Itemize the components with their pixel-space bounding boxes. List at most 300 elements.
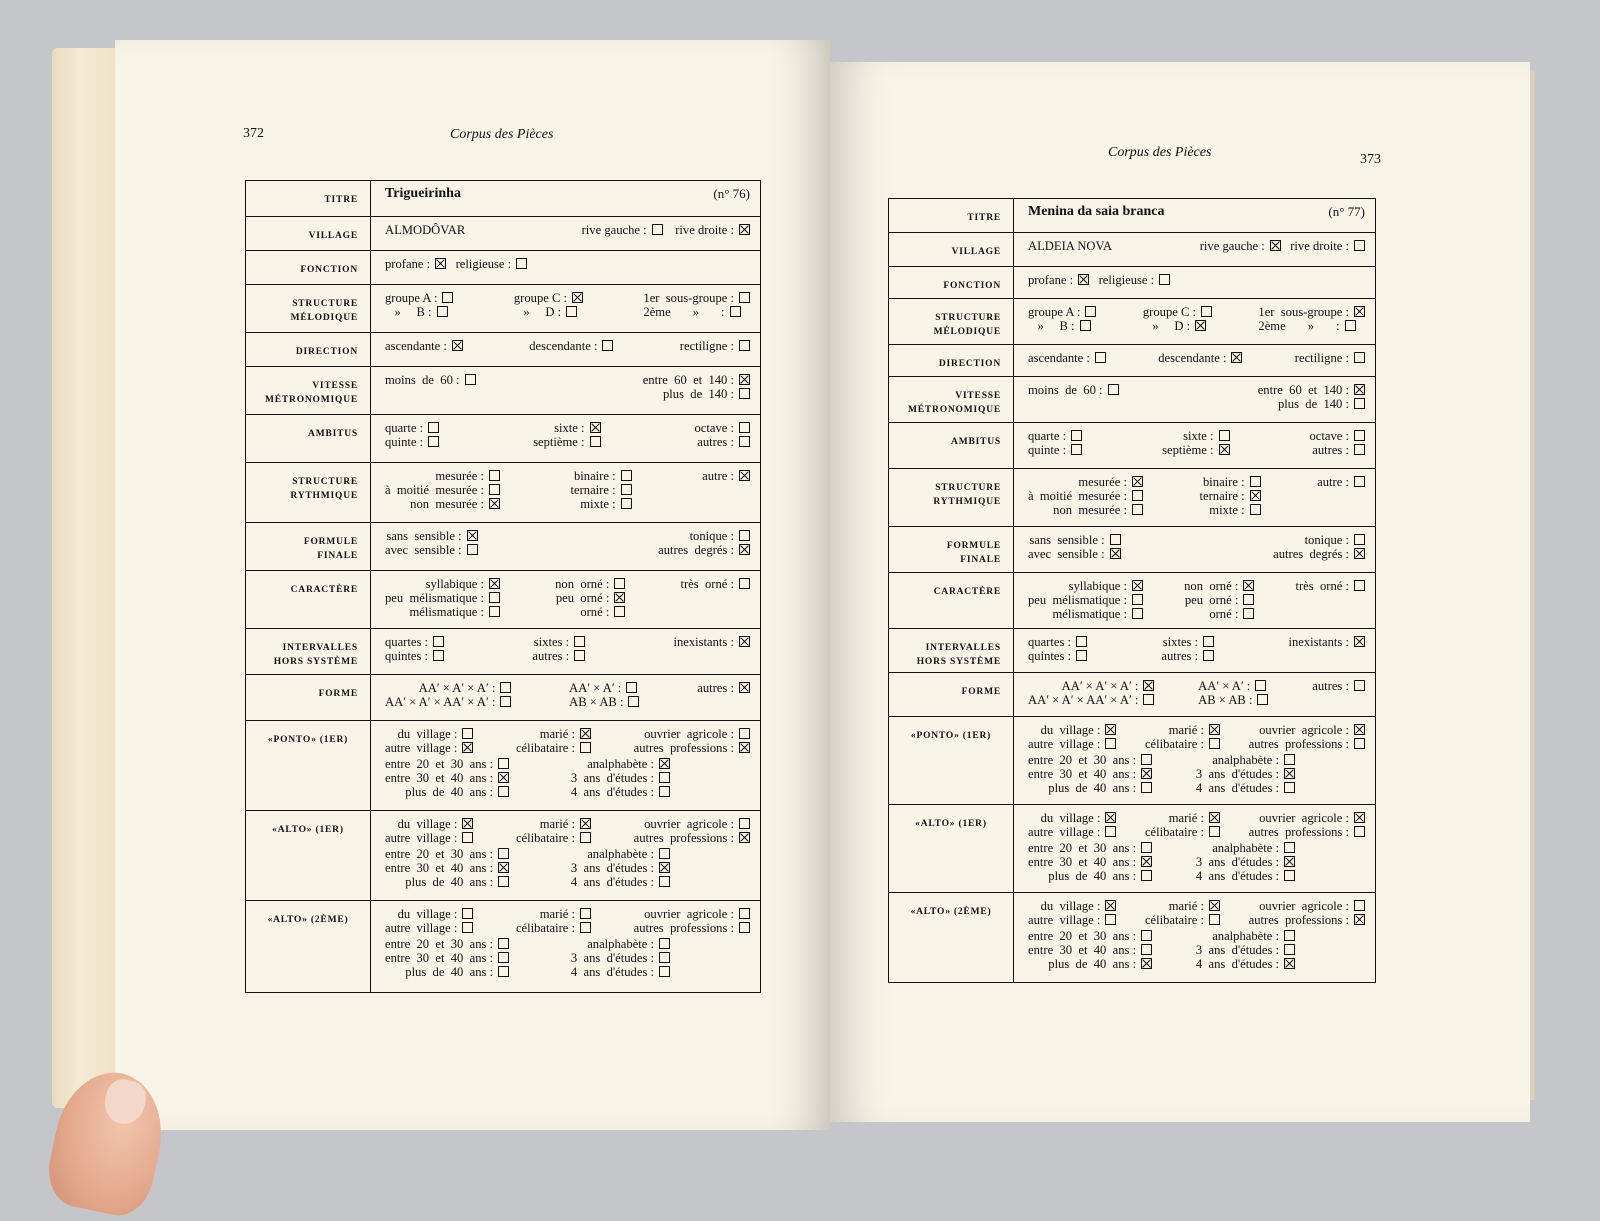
label-direction: DIRECTION [889,345,1014,377]
checkbox [1243,594,1254,605]
field-text: autres : [532,649,570,663]
checkbox [566,306,577,317]
checkbox [498,938,509,949]
checkbox [739,340,750,351]
checkbox-checked [1284,768,1295,779]
field-text: entre 30 et 40 ans : [385,861,494,875]
field-text: quinte : [1028,443,1067,457]
label-forme: FORME [246,675,371,721]
checkbox-checked [659,758,670,769]
label-village: VILLAGE [889,233,1014,267]
field-text: autres degrés : [1273,547,1349,561]
checkbox [437,306,448,317]
checkbox [659,966,670,977]
checkbox [1354,680,1365,691]
checkbox [590,436,601,447]
field-text: quinte : [385,435,424,449]
field-text: entre 20 et 30 ans : [1028,841,1137,855]
field-text: ouvrier agricole : [644,907,734,921]
field-text: binaire : [1203,475,1245,489]
field-text: mesurée : [1078,475,1127,489]
field-text: marié : [1168,723,1205,737]
field-text: 4 ans d'études : [570,875,654,889]
field-text: rive gauche : [1199,239,1265,253]
checkbox [574,650,585,661]
checkbox [442,292,453,303]
checkbox [500,696,511,707]
field-text: septième : [1162,443,1214,457]
right-page [830,62,1530,1122]
field-text: autre : [1317,475,1349,489]
checkbox-checked [659,862,670,873]
left-page [115,40,830,1130]
field-text: ternaire : [570,483,616,497]
field-text: analphabète : [587,757,654,771]
checkbox-checked [1354,812,1365,823]
page-number: 372 [243,126,264,141]
checkbox [621,498,632,509]
field-text: mixte : [1209,503,1245,517]
field-text: avec sensible : [385,543,462,557]
field-text: rive droite : [675,223,734,237]
field-text: sixtes : [1162,635,1199,649]
field-text: 2ème » : [643,305,725,319]
field-text: quintes : [1028,649,1072,663]
field-text: autres professions : [1248,913,1349,927]
field-text: autres : [1161,649,1199,663]
field-text: peu mélismatique : [1028,593,1127,607]
field-text: syllabique : [1068,579,1127,593]
checkbox-checked [1231,352,1242,363]
checkbox [1076,650,1087,661]
field-text: 3 ans d'études : [570,771,654,785]
label-fonction: FONCTION [889,267,1014,299]
field-text: marié : [1168,899,1205,913]
field-text: entre 30 et 40 ans : [1028,855,1137,869]
checkbox-checked [1243,580,1254,591]
field-text: AA′ × A′ × AA′ × A′ : [1028,693,1139,707]
checkbox-checked [572,292,583,303]
checkbox [1354,430,1365,441]
field-text: ouvrier agricole : [1259,811,1349,825]
checkbox [614,606,625,617]
checkbox [516,258,527,269]
checkbox [614,578,625,589]
checkbox [498,786,509,797]
field-text: AA′ × A′ : [1198,679,1251,693]
label-vitesse: VITESSE MÉTRONOMIQUE [889,377,1014,423]
checkbox-checked [1143,680,1154,691]
field-text: 4 ans d'études : [1195,869,1279,883]
label-ponto: «PONTO» (1ER) [889,717,1014,805]
field-text: très orné : [680,577,734,591]
checkbox [1132,490,1143,501]
checkbox [489,484,500,495]
checkbox [1132,504,1143,515]
field-text: orné : [580,605,610,619]
checkbox [1076,636,1087,647]
label-alto1: «ALTO» (1ER) [246,811,371,901]
checkbox-checked [1250,490,1261,501]
field-text: descendante : [529,339,598,353]
checkbox-checked [1354,384,1365,395]
field-text: autre village : [1028,825,1101,839]
field-text: marié : [539,907,576,921]
checkbox-checked [1209,900,1220,911]
checkbox [1284,870,1295,881]
checkbox [1354,738,1365,749]
checkbox [659,876,670,887]
label-alto2: «ALTO» (2ÈME) [889,893,1014,983]
checkbox-checked [1270,240,1281,251]
checkbox [1354,444,1365,455]
piece-title: Trigueirinha [385,186,461,201]
field-text: rive gauche : [581,223,647,237]
page-edges-left [52,48,122,1108]
checkbox [1250,476,1261,487]
checkbox [1345,320,1356,331]
field-text: groupe C : [513,291,568,305]
label-formule: FORMULE FINALE [246,523,371,571]
checkbox [1257,694,1268,705]
checkbox [465,374,476,385]
village-name: ALMODÔVAR [385,223,466,237]
label-direction: DIRECTION [246,333,371,367]
checkbox [1243,608,1254,619]
field-text: inexistants : [1288,635,1349,649]
field-text: » D : [523,305,562,319]
field-text: AA′ × A′ × A′ : [1061,679,1139,693]
field-text: analphabète : [587,937,654,951]
checkbox [1354,534,1365,545]
field-text: AA′ × A′ : [569,681,622,695]
checkbox [626,682,637,693]
checkbox [1284,782,1295,793]
field-text: analphabète : [1212,841,1279,855]
checkbox [659,938,670,949]
field-text: plus de 40 ans : [405,875,494,889]
field-text: du village : [1040,811,1101,825]
field-text: sixte : [554,421,585,435]
label-caractere: CARACTÈRE [246,571,371,629]
field-text: marié : [1168,811,1205,825]
checkbox [739,922,750,933]
checkbox [580,922,591,933]
checkbox [580,832,591,843]
checkbox [739,388,750,399]
field-text: avec sensible : [1028,547,1105,561]
checkbox [462,728,473,739]
field-text: autres degrés : [658,543,734,557]
checkbox [1354,580,1365,591]
field-text: peu orné : [555,591,610,605]
field-text: du village : [397,907,458,921]
field-text: entre 30 et 40 ans : [1028,767,1137,781]
checkbox [1141,930,1152,941]
field-text: 1er sous-groupe : [643,291,734,305]
checkbox [1105,826,1116,837]
checkbox-checked [1284,958,1295,969]
field-text: profane : [385,257,431,271]
checkbox [1354,240,1365,251]
checkbox [1255,680,1266,691]
field-text: religieuse : [1098,273,1155,287]
checkbox [428,422,439,433]
field-text: entre 30 et 40 ans : [385,951,494,965]
checkbox [1209,826,1220,837]
field-text: autres : [1312,443,1349,457]
checkbox-checked [1195,320,1206,331]
field-text: autre : [702,469,734,483]
checkbox-checked [614,592,625,603]
checkbox-checked [739,742,750,753]
field-text: septième : [533,435,585,449]
checkbox-checked [452,340,463,351]
field-text: rive droite : [1290,239,1349,253]
checkbox-checked [739,832,750,843]
checkbox-checked [739,636,750,647]
checkbox [659,848,670,859]
checkbox-checked [489,578,500,589]
field-text: à moitié mesurée : [1028,489,1127,503]
checkbox [498,758,509,769]
checkbox [739,818,750,829]
checkbox [498,966,509,977]
checkbox [1132,594,1143,605]
checkbox [462,922,473,933]
label-intervalles: INTERVALLES HORS SYSTÈME [889,629,1014,673]
field-text: autres professions : [633,831,734,845]
checkbox [500,682,511,693]
field-text: sixtes : [533,635,570,649]
field-text: AA′ × A′ × A′ : [418,681,496,695]
checkbox [574,636,585,647]
label-vitesse: VITESSE MÉTRONOMIQUE [246,367,371,415]
field-text: 3 ans d'études : [570,951,654,965]
checkbox-checked [498,772,509,783]
checkbox [1132,608,1143,619]
checkbox-checked [1110,548,1121,559]
checkbox [1354,352,1365,363]
label-ambitus: AMBITUS [246,415,371,463]
checkbox [1071,430,1082,441]
field-text: sans sensible : [1029,533,1105,547]
checkbox-checked [1141,768,1152,779]
label-caractere: CARACTÈRE [889,573,1014,629]
checkbox [1095,352,1106,363]
checkbox [1284,944,1295,955]
field-text: entre 30 et 40 ans : [1028,943,1137,957]
field-text: syllabique : [425,577,484,591]
checkbox-checked [739,374,750,385]
field-text: tonique : [689,529,734,543]
field-text: autre village : [1028,737,1101,751]
field-text: plus de 40 ans : [405,785,494,799]
field-text: octave : [1309,429,1349,443]
label-forme: FORME [889,673,1014,717]
field-text: AB × AB : [569,695,624,709]
checkbox [621,484,632,495]
checkbox [489,592,500,603]
field-text: ascendante : [385,339,447,353]
checkbox-checked [1105,812,1116,823]
field-text: mélismatique : [1052,607,1127,621]
field-text: mesurée : [435,469,484,483]
checkbox [739,530,750,541]
field-text: autre village : [385,741,458,755]
label-fonction: FONCTION [246,251,371,285]
field-text: célibataire : [515,921,576,935]
label-alto1: «ALTO» (1ER) [889,805,1014,893]
field-text: AB × AB : [1198,693,1253,707]
checkbox-checked [1141,958,1152,969]
checkbox [462,908,473,919]
field-text: profane : [1028,273,1074,287]
field-text: plus de 40 ans : [405,965,494,979]
field-text: groupe A : [385,291,438,305]
field-text: célibataire : [1144,913,1205,927]
checkbox [739,436,750,447]
checkbox-checked [1354,306,1365,317]
field-text: ternaire : [1199,489,1245,503]
checkbox-checked [1354,636,1365,647]
checkbox-checked [1354,724,1365,735]
checkbox [1159,274,1170,285]
checkbox [739,578,750,589]
field-text: analphabète : [587,847,654,861]
field-text: quintes : [385,649,429,663]
label-alto2: «ALTO» (2ÈME) [246,901,371,993]
field-text: 4 ans d'études : [1195,957,1279,971]
checkbox-checked [489,498,500,509]
checkbox [659,952,670,963]
field-text: » B : [394,305,432,319]
checkbox [1219,430,1230,441]
checkbox-checked [1219,444,1230,455]
checkbox [1080,320,1091,331]
checkbox [498,848,509,859]
checkbox [659,786,670,797]
checkbox [739,422,750,433]
field-text: non mesurée : [1053,503,1127,517]
field-text: tonique : [1304,533,1349,547]
label-intervalles: INTERVALLES HORS SYSTÈME [246,629,371,675]
field-text: sans sensible : [386,529,462,543]
field-text: autres : [1312,679,1349,693]
checkbox [1354,900,1365,911]
field-text: entre 60 et 140 : [1257,383,1349,397]
field-text: non orné : [1184,579,1239,593]
checkbox [1141,944,1152,955]
checkbox [498,952,509,963]
checkbox [739,292,750,303]
field-text: religieuse : [455,257,512,271]
checkbox [1201,306,1212,317]
field-text: AA′ × A′ × AA′ × A′ : [385,695,496,709]
label-ponto: «PONTO» (1ER) [246,721,371,811]
field-text: plus de 40 ans : [1048,781,1137,795]
checkbox [1284,930,1295,941]
field-text: plus de 40 ans : [1048,957,1137,971]
checkbox [489,606,500,617]
field-text: autres : [697,681,734,695]
checkbox-checked [1209,812,1220,823]
checkbox [1209,738,1220,749]
field-text: plus de 140 : [1277,397,1349,411]
field-text: célibataire : [515,741,576,755]
field-text: 3 ans d'études : [1195,943,1279,957]
field-text: 3 ans d'études : [1195,855,1279,869]
checkbox-checked [1078,274,1089,285]
checkbox-checked [1141,856,1152,867]
checkbox [462,832,473,843]
field-text: célibataire : [515,831,576,845]
checkbox [1141,870,1152,881]
field-text: célibataire : [1144,825,1205,839]
field-text: non orné : [555,577,610,591]
field-text: du village : [397,817,458,831]
field-text: 3 ans d'études : [1195,767,1279,781]
checkbox [1203,636,1214,647]
checkbox [730,306,741,317]
field-text: plus de 40 ans : [1048,869,1137,883]
field-text: autres professions : [633,921,734,935]
field-text: inexistants : [673,635,734,649]
field-text: binaire : [574,469,616,483]
checkbox [1250,504,1261,515]
checkbox-checked [1105,900,1116,911]
checkbox [1354,476,1365,487]
checkbox-checked [739,224,750,235]
checkbox [1085,306,1096,317]
field-text: entre 20 et 30 ans : [385,757,494,771]
field-text: entre 20 et 30 ans : [385,847,494,861]
checkbox [1071,444,1082,455]
checkbox-checked [580,728,591,739]
field-text: autres professions : [1248,737,1349,751]
checkbox-checked [580,818,591,829]
checkbox-checked [435,258,446,269]
label-structure-melodique: STRUCTURE MÉLODIQUE [246,285,371,333]
checkbox [428,436,439,447]
running-head: Corpus des Pièces [450,127,554,142]
checkbox-checked [1132,476,1143,487]
label-village: VILLAGE [246,217,371,251]
field-text: ouvrier agricole : [1259,899,1349,913]
checkbox [1143,694,1154,705]
field-text: 1er sous-groupe : [1258,305,1349,319]
checkbox [433,636,444,647]
checkbox [433,650,444,661]
field-text: non mesurée : [410,497,484,511]
checkbox-checked [462,742,473,753]
field-text: moins de 60 : [385,373,460,387]
label-titre: TITRE [889,199,1014,233]
label-structure-rythmique: STRUCTURE RYTHMIQUE [246,463,371,523]
field-text: quarte : [385,421,424,435]
field-text: moins de 60 : [1028,383,1103,397]
checkbox-checked [498,862,509,873]
checkbox-checked [1132,580,1143,591]
checkbox-checked [1284,856,1295,867]
piece-number: (n° 76) [713,186,750,201]
village-name: ALDEIA NOVA [1028,239,1113,253]
checkbox-checked [1209,724,1220,735]
label-titre: TITRE [246,181,371,217]
field-text: autres professions : [633,741,734,755]
checkbox-checked [739,682,750,693]
field-text: autres professions : [1248,825,1349,839]
